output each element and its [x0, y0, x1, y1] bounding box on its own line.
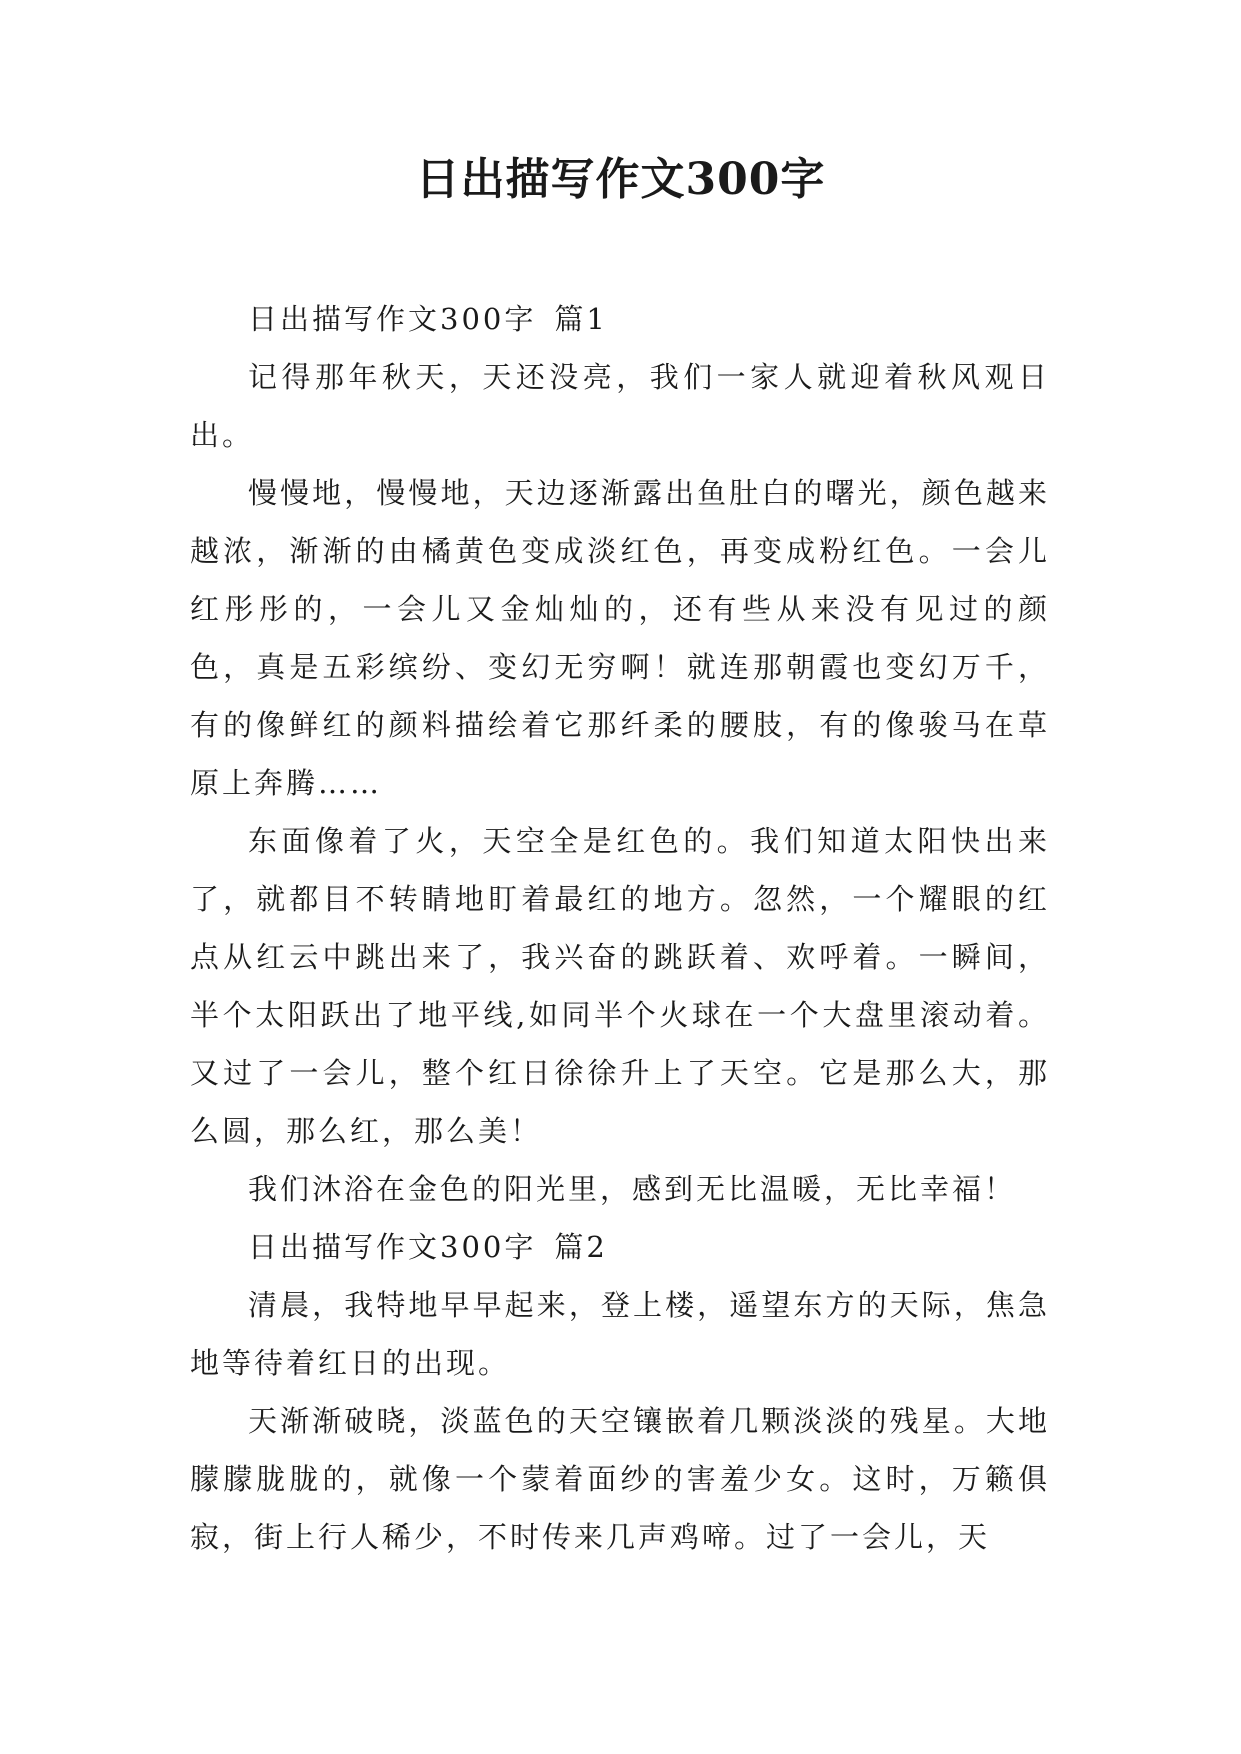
- section-heading: [190, 290, 1050, 348]
- section-heading-title: 日出描写作文300字: [248, 302, 537, 336]
- section-piece-label: 篇1: [554, 302, 608, 336]
- paragraph: 慢慢地，慢慢地，天边逐渐露出鱼肚白的曙光，颜色越来越浓，渐渐的由橘黄色变成淡红色，再变成粉红色。一会儿红彤彤的，一会儿又金灿灿的，还有些从来没有见过的颜色，真是五彩缤纷、变幻无穷啊！就连那朝霞也变幻万千，有的像鲜红的颜料描绘着它那纤柔的腰肢，有的像骏马在草原上奔腾……: [190, 476, 1050, 800]
- document-body: [190, 290, 1050, 1566]
- paragraph: 东面像着了火，天空全是红色的。我们知道太阳快出来了，就都目不转睛地盯着最红的地方。忽然，一个耀眼的红点从红云中跳出来了，我兴奋的跳跃着、欢呼着。一瞬间，半个太阳跃出了地平线,如同半个火球在一个大盘里滚动着。又过了一会儿，整个红日徐徐升上了天空。它是那么大，那么圆，那么红，那么美！: [190, 824, 1050, 1148]
- section-heading: [190, 1218, 1050, 1276]
- paragraph: 天渐渐破晓，淡蓝色的天空镶嵌着几颗淡淡的残星。大地朦朦胧胧的，就像一个蒙着面纱的害羞少女。这时，万籁俱寂，街上行人稀少，不时传来几声鸡啼。过了一会儿，天: [190, 1404, 1050, 1554]
- document-title: 日出描写作文300字: [415, 154, 826, 205]
- section-1: [190, 290, 1050, 1218]
- paragraph: 我们沐浴在金色的阳光里，感到无比温暖，无比幸福！: [248, 1172, 1017, 1206]
- section-heading-title: 日出描写作文300字: [248, 1230, 537, 1264]
- section-piece-label: 篇2: [554, 1230, 608, 1264]
- section-2: [190, 1218, 1050, 1566]
- paragraph: 清晨，我特地早早起来，登上楼，遥望东方的天际，焦急地等待着红日的出现。: [190, 1288, 1050, 1380]
- paragraph: 记得那年秋天，天还没亮，我们一家人就迎着秋风观日出。: [190, 360, 1050, 452]
